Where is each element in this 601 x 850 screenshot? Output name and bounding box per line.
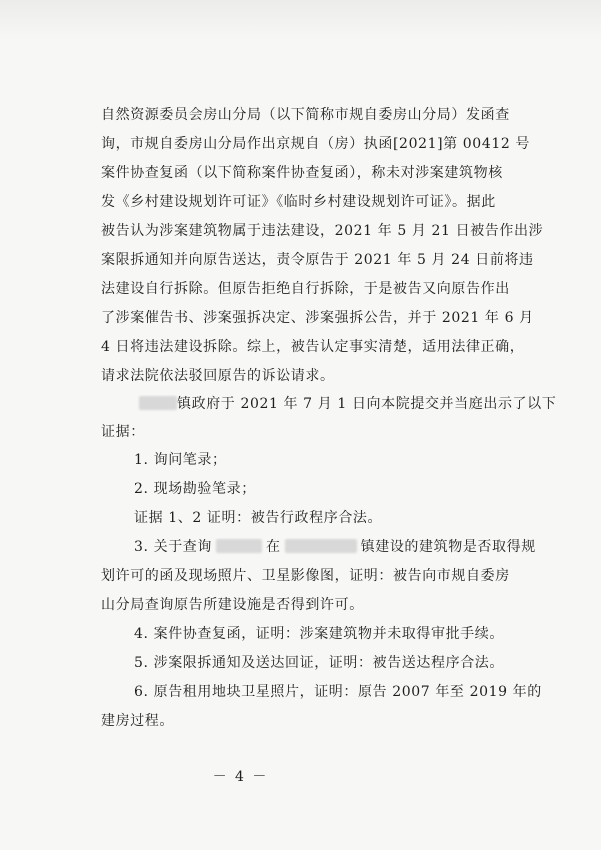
evidence-item-5: 5. 涉案限拆通知及送达回证，证明：被告送达程序合法。 (134, 655, 505, 671)
evidence-item-3-line-2: 划许可的函及现场照片、卫星影像图，证明：被告向市规自委房 (101, 568, 510, 584)
evidence-item-4: 4. 案件协查复函，证明：涉案建筑物并未取得审批手续。 (134, 626, 505, 642)
evidence-intro-text: 镇政府于 2021 年 7 月 1 日向本院提交并当庭出示了以下 (177, 396, 557, 412)
defense-statement-line: 询，市规自委房山分局作出京规自（房）执函[2021]第 00412 号 (101, 136, 530, 152)
defense-statement-line: 发《乡村建设规划许可证》《临时乡村建设规划许可证》。据此 (101, 194, 496, 210)
evidence-item-6-line-2: 建房过程。 (101, 713, 174, 729)
defense-statement-line: 自然资源委员会房山分局（以下简称市规自委房山分局）发函查 (101, 107, 510, 123)
redacted-name (139, 396, 177, 410)
evidence-proof-1-2: 证据 1、2 证明：被告行政程序合法。 (134, 510, 383, 526)
evidence-item-6-line-1: 6. 原告租用地块卫星照片，证明：原告 2007 年至 2019 年的 (134, 684, 542, 700)
defense-statement-line: 4 日将违法建设拆除。综上，被告认定事实清楚，适用法律正确， (101, 339, 525, 355)
evidence-item-2: 2. 现场勘验笔录； (134, 481, 256, 497)
redacted-location (285, 539, 357, 553)
scan-shadow (0, 0, 601, 40)
evidence-item-3-line-3: 山分局查询原告所建设施是否得到许可。 (101, 597, 364, 613)
evidence-intro-line-2: 证据： (101, 424, 145, 440)
defense-statement-line: 了涉案催告书、涉案强拆决定、涉案强拆公告，并于 2021 年 6 月 (101, 310, 534, 326)
defense-statement-line: 被告认为涉案建筑物属于违法建设，2021 年 5 月 21 日被告作出涉 (101, 223, 544, 239)
evidence-item-3-text-c: 镇建设的建筑物是否取得规 (360, 539, 536, 555)
defense-statement-line: 法建设自行拆除。但原告拒绝自行拆除，于是被告又向原告作出 (101, 281, 510, 297)
defense-statement-line: 案限拆通知并向原告送达，责令原告于 2021 年 5 月 24 日前将违 (101, 252, 534, 268)
defense-statement-line: 请求法院依法驳回原告的诉讼请求。 (101, 368, 335, 384)
page-number: － 4 － (212, 769, 269, 785)
evidence-item-3-text-a: 3. 关于查询 (134, 539, 213, 555)
paragraph-evidence-intro-line (101, 395, 579, 413)
evidence-item-3-text-b: 在 (266, 539, 281, 555)
evidence-item-1: 1. 询问笔录； (134, 452, 227, 468)
evidence-item-3-line-1 (101, 538, 579, 556)
defense-statement-line: 案件协查复函（以下简称案件协查复函），称未对涉案建筑物核 (101, 165, 503, 181)
redacted-name (216, 539, 262, 553)
